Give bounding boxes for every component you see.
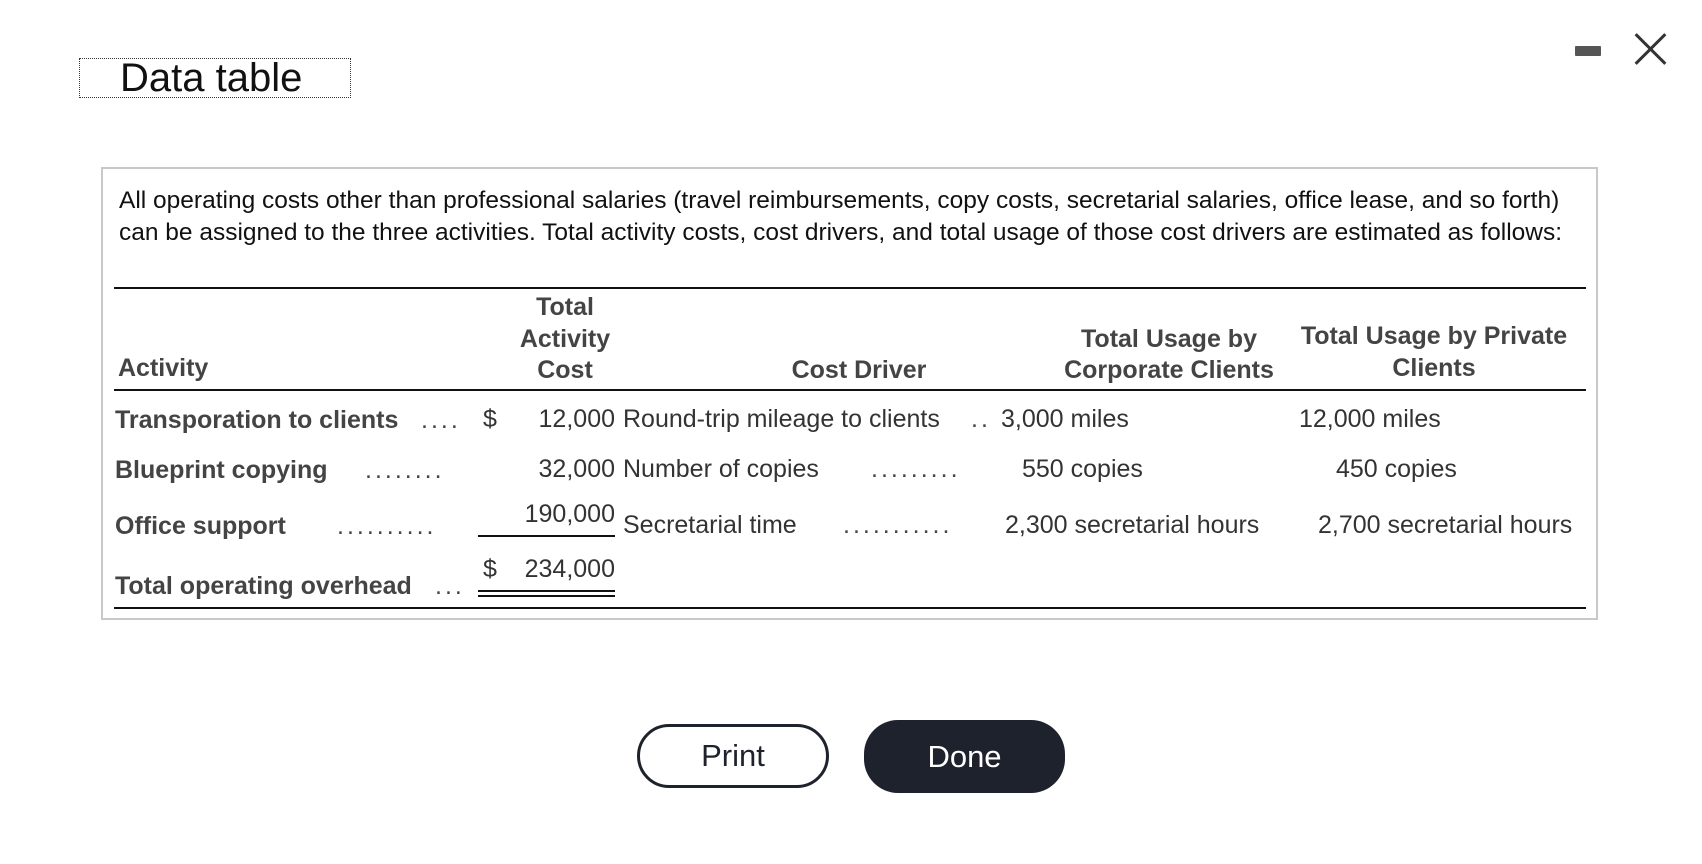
dialog-title: Data table: [79, 58, 351, 98]
header-private-line2: Clients: [1392, 354, 1476, 382]
row-activity-office-support: Office support: [115, 512, 286, 540]
total-amount: 234,000: [524, 555, 615, 583]
header-private-line1: Total Usage by Private: [1300, 322, 1568, 350]
row-corporate-usage: 2,300 secretarial hours: [1005, 511, 1260, 539]
row-currency: $: [483, 405, 497, 433]
row-activity-blueprint: Blueprint copying: [115, 456, 328, 484]
table-header-rule: [114, 389, 1586, 391]
row-cost: 32,000: [538, 455, 615, 483]
row-private-usage: 450 copies: [1336, 455, 1457, 483]
total-double-underline-top: [478, 590, 615, 592]
row-activity-dots: ..........: [337, 512, 437, 540]
header-total-cost-line2: Activity: [519, 325, 611, 353]
total-currency: $: [483, 555, 497, 583]
total-dots: ...: [435, 572, 465, 600]
row-activity-dots: ........: [365, 456, 445, 484]
close-icon[interactable]: [1632, 30, 1668, 66]
header-corporate-line2: Corporate Clients: [1064, 356, 1274, 384]
done-button[interactable]: Done: [864, 720, 1065, 793]
row-cost: 190,000: [524, 500, 615, 528]
row-activity-transportation: Transporation to clients: [115, 406, 399, 434]
total-label: Total operating overhead: [115, 572, 412, 600]
minimize-icon[interactable]: [1575, 46, 1601, 56]
subtotal-underline: [478, 535, 615, 537]
row-cost: 12,000: [538, 405, 615, 433]
total-double-underline-bottom: [478, 595, 615, 597]
row-driver: Round-trip mileage to clients: [623, 405, 940, 433]
header-corporate-line1: Total Usage by: [1081, 325, 1257, 353]
print-button[interactable]: Print: [637, 724, 829, 788]
row-corporate-usage: 3,000 miles: [1001, 405, 1129, 433]
row-private-usage: 12,000 miles: [1299, 405, 1441, 433]
row-driver-dots: ...........: [843, 511, 953, 539]
row-driver-dots: .........: [871, 455, 961, 483]
table-top-rule: [114, 287, 1586, 289]
row-driver-dots: ..: [971, 405, 991, 433]
intro-text: All operating costs other than professional salaries (travel reimbursements, copy costs, secretarial salaries, office lease, and so forth) can be assigned to the three activities. Total activity costs, cost drivers, and total usage of those cost drivers are estimated as follows:: [119, 187, 1563, 246]
row-private-usage: 2,700 secretarial hours: [1318, 511, 1573, 539]
row-activity-dots: ....: [421, 406, 461, 434]
header-cost-driver: Cost Driver: [791, 356, 927, 384]
row-driver: Number of copies: [623, 455, 819, 483]
row-corporate-usage: 550 copies: [1022, 455, 1143, 483]
data-panel: [101, 167, 1598, 620]
header-total-cost-line1: Total: [536, 293, 594, 321]
header-activity: Activity: [118, 354, 209, 382]
table-bottom-rule: [114, 607, 1586, 609]
row-driver: Secretarial time: [623, 511, 797, 539]
header-total-cost-line3: Cost: [537, 356, 593, 384]
